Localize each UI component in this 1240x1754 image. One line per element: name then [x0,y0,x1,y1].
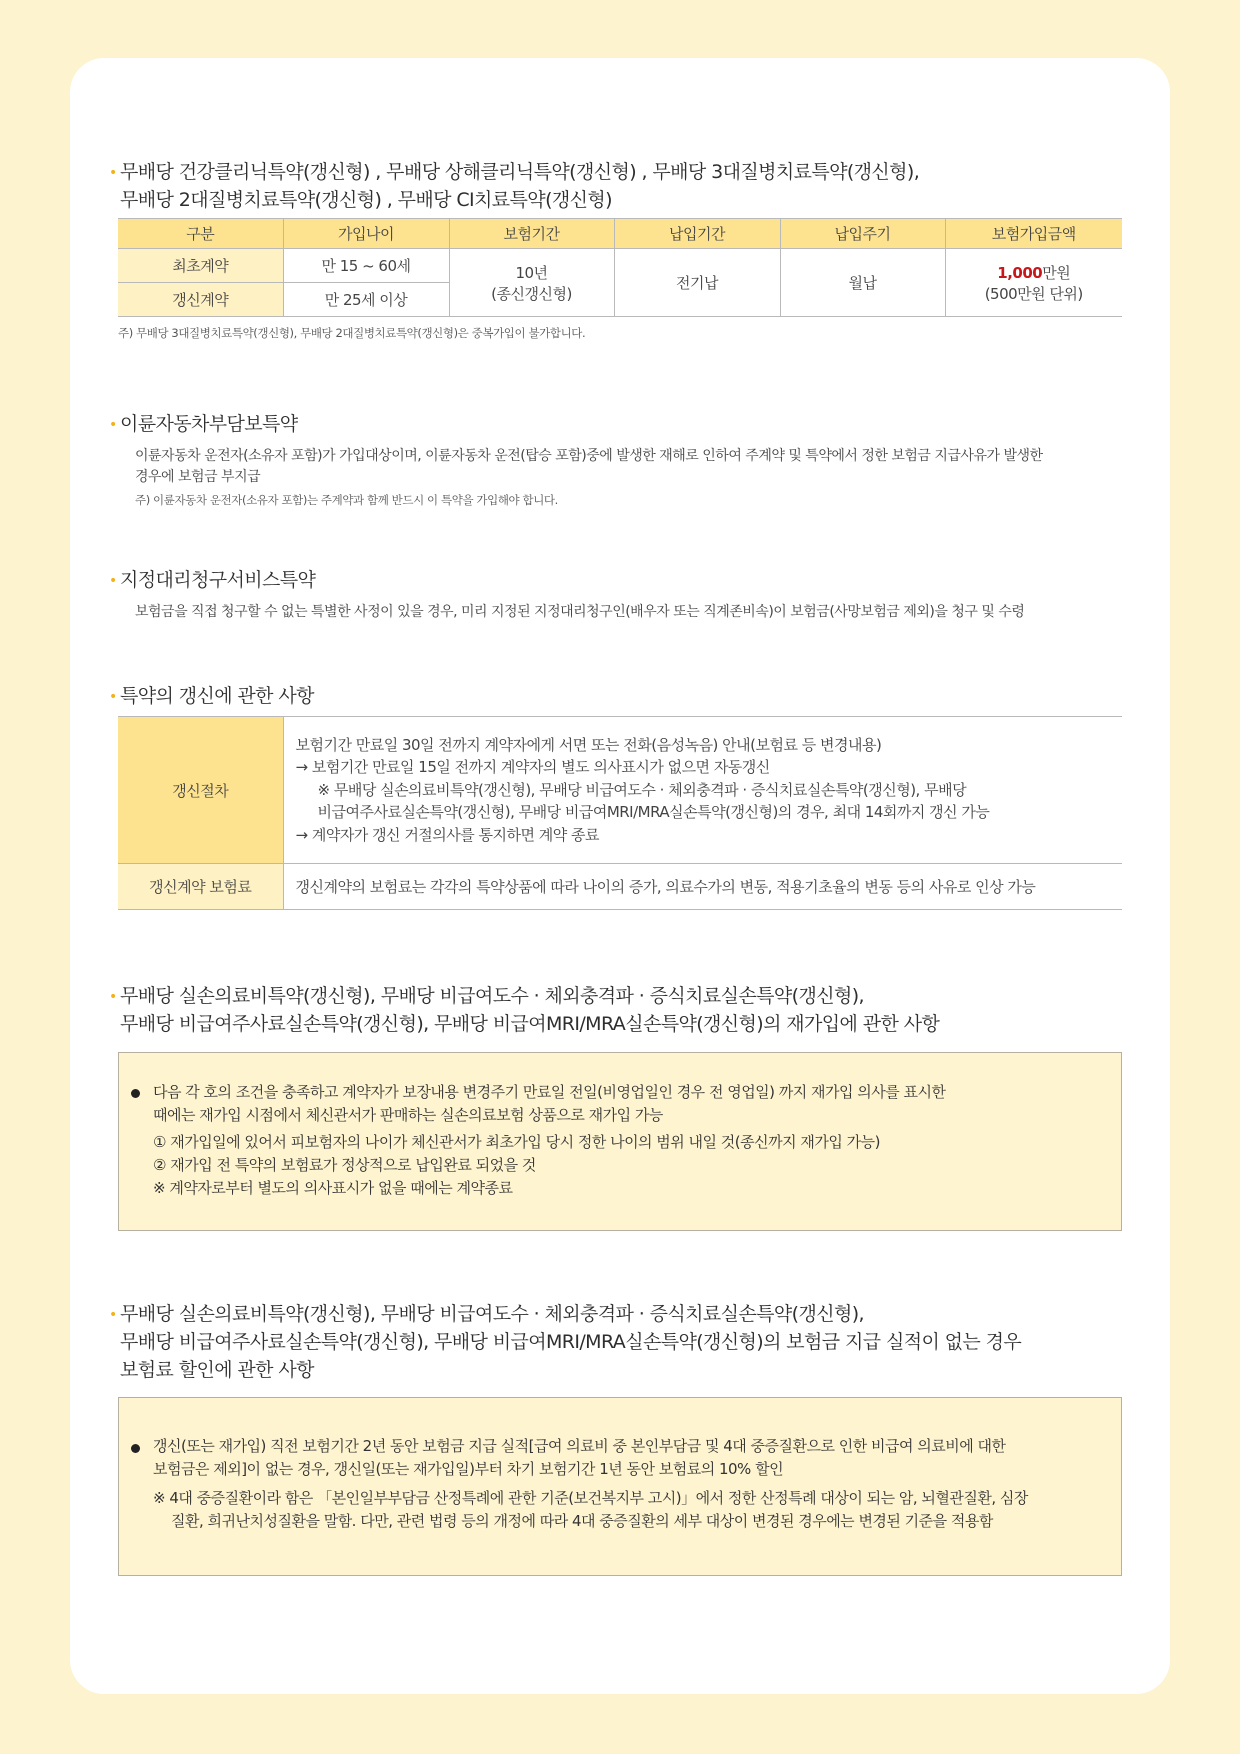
note-line: 질환, 희귀난치성질환을 말함. 다만, 관련 법령 등의 개정에 따라 4대 중증질환의 세부 대상이 변경된 경우에는 변경된 기준을 적용함 [171,1512,993,1530]
title-line: 무배당 비급여주사료실손특약(갱신형), 무배당 비급여MRI/MRA실손특약(갱신형)의 보험금 지급 실적이 없는 경우 [120,1331,1022,1353]
bullet-marker: • [109,417,117,433]
column-header: 가입나이 [283,219,449,249]
rejoin-content [153,1081,1113,1200]
amount-unit: 만원 [1042,263,1071,282]
column-header: 구분 [118,219,283,249]
section-title-renewal [109,682,314,710]
renewal-premium-cell: 갱신계약의 보험료는 각각의 특약상품에 따라 나이의 증가, 의료수가의 변동, 적용기초율의 변동 등의 사유로 인상 가능 [283,864,1122,910]
bullet-line: 때에는 재가입 시점에서 체신관서가 판매하는 실손의료보험 상품으로 재가입 가능 [153,1106,663,1124]
table-header-row [118,219,1122,249]
bullet-dot [131,1089,140,1098]
procedure-line: → 계약자가 갱신 거절의사를 통지하면 계약 종료 [295,825,599,844]
amount-line [946,262,1123,283]
coverage-amount-cell [945,249,1122,317]
row-label: 최초계약 [118,249,283,283]
footnote: 주) 무배당 3대질병치료특약(갱신형), 무배당 2대질병치료특약(갱신형)은 중복가입이 불가합니다. [118,326,586,340]
payment-cycle-cell: 월납 [780,249,945,317]
bullet-marker: • [109,689,117,705]
condition-item: ② 재가입 전 특약의 보험료가 정상적으로 납입완료 되었을 것 [153,1156,536,1174]
bullet-marker: • [109,165,117,181]
bullet-line: 갱신(또는 재가입) 직전 보험기간 2년 동안 보험금 지급 실적[급여 의료비 중 본인부담금 및 4대 중증질환으로 인한 비급여 의료비에 대한 [153,1437,1006,1455]
bullet-marker: • [109,573,117,589]
discount-box [118,1397,1122,1576]
payment-period-cell: 전기납 [614,249,780,317]
row-label: 갱신절차 [118,717,283,864]
amount-line: (500만원 단위) [984,284,1083,303]
title-line: 지정대리청구서비스특약 [120,569,316,591]
table-row [118,249,1122,283]
bullet-line: 다음 각 호의 조건을 충족하고 계약자가 보장내용 변경주기 만료일 전일(비영업일인 경우 전 영업일) 까지 재가입 의사를 표시한 [153,1083,946,1101]
insurance-period-cell [449,249,614,317]
section-title-motorcycle-rider [109,410,298,438]
table-row [118,717,1122,864]
procedure-line: → 보험기간 만료일 15일 전까지 계약자의 별도 의사표시가 없으면 자동갱신 [295,758,770,777]
row-label: 갱신계약 보험료 [118,864,283,910]
title-line: 무배당 비급여주사료실손특약(갱신형), 무배당 비급여MRI/MRA실손특약(갱신형)의 재가입에 관한 사항 [120,1013,940,1035]
coverage-table [118,218,1122,317]
discount-content [153,1435,1113,1533]
renewal-procedure-cell [283,717,1122,864]
renewal-table-wrap [118,716,1122,910]
title-line: 보험료 할인에 관한 사항 [120,1359,314,1381]
section-title-clinic-riders [109,158,920,214]
period-line: (종신갱신형) [491,284,572,303]
bullet-dot [131,1444,140,1453]
procedure-line: 보험기간 만료일 30일 전까지 계약자에게 서면 또는 전화(음성녹음) 안내(보험료 등 변경내용) [295,735,882,754]
title-line: 무배당 2대질병치료특약(갱신형) , 무배당 CI치료특약(갱신형) [120,189,612,211]
title-line: 특약의 갱신에 관한 사항 [120,685,314,707]
condition-note: ※ 계약자로부터 별도의 의사표시가 없을 때에는 계약종료 [153,1179,513,1197]
section-title-rejoin [109,982,940,1038]
column-header: 보험기간 [449,219,614,249]
body-line: 경우에 보험금 부지급 [135,469,261,485]
title-line: 이륜자동차부담보특약 [120,413,298,435]
bullet-marker: • [109,1307,117,1323]
section-title-designated-claim [109,566,316,594]
section-body: 보험금을 직접 청구할 수 없는 특별한 사정이 있을 경우, 미리 지정된 지정대리청구인(배우자 또는 직계존비속)이 보험금(사망보험금 제외)을 청구 및 수령 [135,604,1025,620]
table-row [118,864,1122,910]
coverage-table-wrap [118,218,1122,317]
bullet-marker: • [109,989,117,1005]
condition-item: ① 재가입일에 있어서 피보험자의 나이가 체신관서가 최초가입 당시 정한 나이의 범위 내일 것(종신까지 재가입 가능) [153,1133,880,1151]
procedure-line: ※ 무배당 실손의료비특약(갱신형), 무배당 비급여도수 · 체외충격파 · 증식치료실손특약(갱신형), 무배당 [317,780,967,799]
section-title-discount [109,1300,1022,1384]
row-label: 갱신계약 [118,283,283,317]
period-line: 10년 [515,263,548,282]
column-header: 납입기간 [614,219,780,249]
title-line: 무배당 건강클리닉특약(갱신형) , 무배당 상해클리닉특약(갱신형) , 무배당 3대질병치료특약(갱신형), [120,161,920,183]
footnote: 주) 이륜자동차 운전자(소유자 포함)는 주계약과 함께 반드시 이 특약을 가입해야 합니다. [135,493,558,507]
amount-number: 1,000 [997,263,1043,282]
note-line: ※ 4대 중증질환이라 함은 「본인일부부담금 산정특례에 관한 기준(보건복지부 고시)」에서 정한 산정특례 대상이 되는 암, 뇌혈관질환, 심장 [153,1489,1028,1507]
title-line: 무배당 실손의료비특약(갱신형), 무배당 비급여도수 · 체외충격파 · 증식치료실손특약(갱신형), [120,985,864,1007]
procedure-line: 비급여주사료실손특약(갱신형), 무배당 비급여MRI/MRA실손특약(갱신형)의 경우, 최대 14회까지 갱신 가능 [317,803,990,822]
column-header: 보험가입금액 [945,219,1122,249]
body-line: 이륜자동차 운전자(소유자 포함)가 가입대상이며, 이륜자동차 운전(탑승 포함)중에 발생한 재해로 인하여 주계약 및 특약에서 정한 보험금 지급사유가 발생한 [135,448,1043,464]
bullet-line: 보험금은 제외]이 없는 경우, 갱신일(또는 재가입일)부터 차기 보험기간 1년 동안 보험료의 10% 할인 [153,1460,784,1478]
age-cell: 만 15 ~ 60세 [283,249,449,283]
title-line: 무배당 실손의료비특약(갱신형), 무배당 비급여도수 · 체외충격파 · 증식치료실손특약(갱신형), [120,1303,864,1325]
section-body [135,446,1125,488]
rejoin-box [118,1052,1122,1231]
age-cell: 만 25세 이상 [283,283,449,317]
renewal-table [118,716,1122,910]
column-header: 납입주기 [780,219,945,249]
